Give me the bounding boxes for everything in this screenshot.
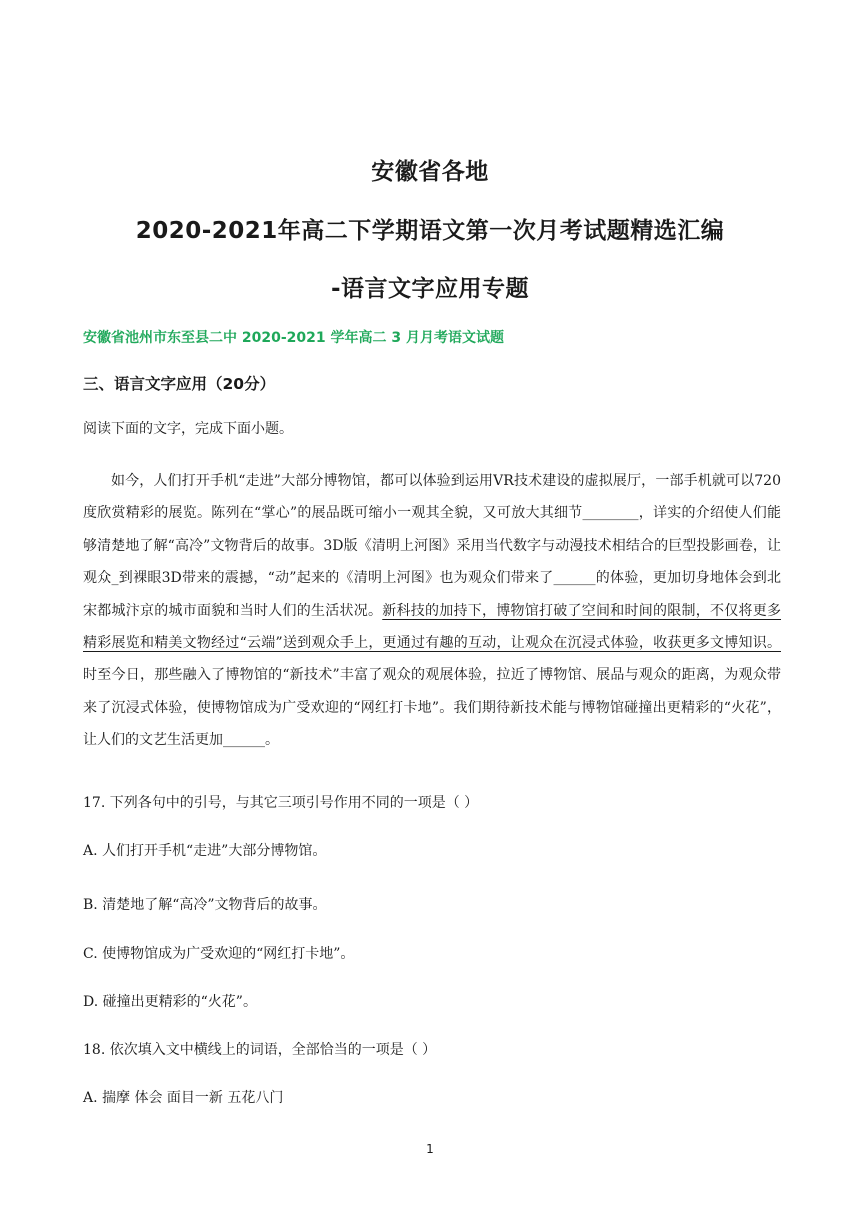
exam-source: 安徽省池州市东至县二中 2020-2021 学年高二 3 月月考语文试题	[83, 330, 504, 346]
question-18-option-a: A. 揣摩 体会 面目一新 五花八门	[83, 1090, 284, 1106]
instruction: 阅读下面的文字，完成下面小题。	[83, 421, 293, 437]
question-18-stem: 18. 依次填入文中横线上的词语，全部恰当的一项是（ ）	[83, 1042, 437, 1058]
page-number: 1	[426, 1142, 434, 1156]
passage-part-2: 时至今日，那些融入了博物馆的“新技术”丰富了观众的观展体验，拉近了博物馆、展品与观众的距离，为观众带来了沉浸式体验，使博物馆成为广受欢迎的“网红打卡地”。我们期待新技术能与博物馆碰撞出更精彩的“火花”，让人们的文艺生活更加______。	[83, 667, 781, 749]
question-17-option-d: D. 碰撞出更精彩的“火花”。	[83, 994, 257, 1010]
question-17-option-b: B. 清楚地了解“高冷”文物背后的故事。	[83, 897, 327, 913]
title-line-2: 2020-2021年高二下学期语文第一次月考试题精选汇编	[135, 218, 725, 244]
passage-underlined: 新科技的加持下，博物馆打破了空间和时间的限制，不仅将更多精彩展览和精美文物经过“云端”送到观众手上，更通过有趣的互动，让观众在沉浸式体验，收获更多文博知识。	[83, 602, 781, 652]
question-17-stem: 17. 下列各句中的引号，与其它三项引号作用不同的一项是（ ）	[83, 795, 479, 811]
question-17-option-a: A. 人们打开手机“走进”大部分博物馆。	[83, 843, 327, 859]
question-17-option-c: C. 使博物馆成为广受欢迎的“网红打卡地”。	[83, 946, 355, 962]
passage-part-1: 如今，人们打开手机“走进”大部分博物馆，都可以体验到运用VR技术建设的虚拟展厅，一部手机就可以720度欣赏精彩的展览。陈列在“掌心”的展品既可缩小一观其全貌，又可放大其细节________，详实的介绍使人们能够清楚地了解“高冷”文物背后的故事。3D版《清明上河图》采用当代数字与动漫技术相结合的巨型投影画卷，让观众_到裸眼3D带来的震撼，“动”起来的《清明上河图》也为观众们带来了______的体验，更加切身地体会到北宋都城汴京的城市面貌和当时人们的生活状况。	[83, 473, 781, 619]
title-line-3: -语言文字应用专题	[330, 276, 530, 302]
title-line-1: 安徽省各地	[371, 159, 489, 185]
section-title: 三、语言文字应用（20分）	[83, 375, 276, 393]
reading-passage	[83, 465, 781, 757]
